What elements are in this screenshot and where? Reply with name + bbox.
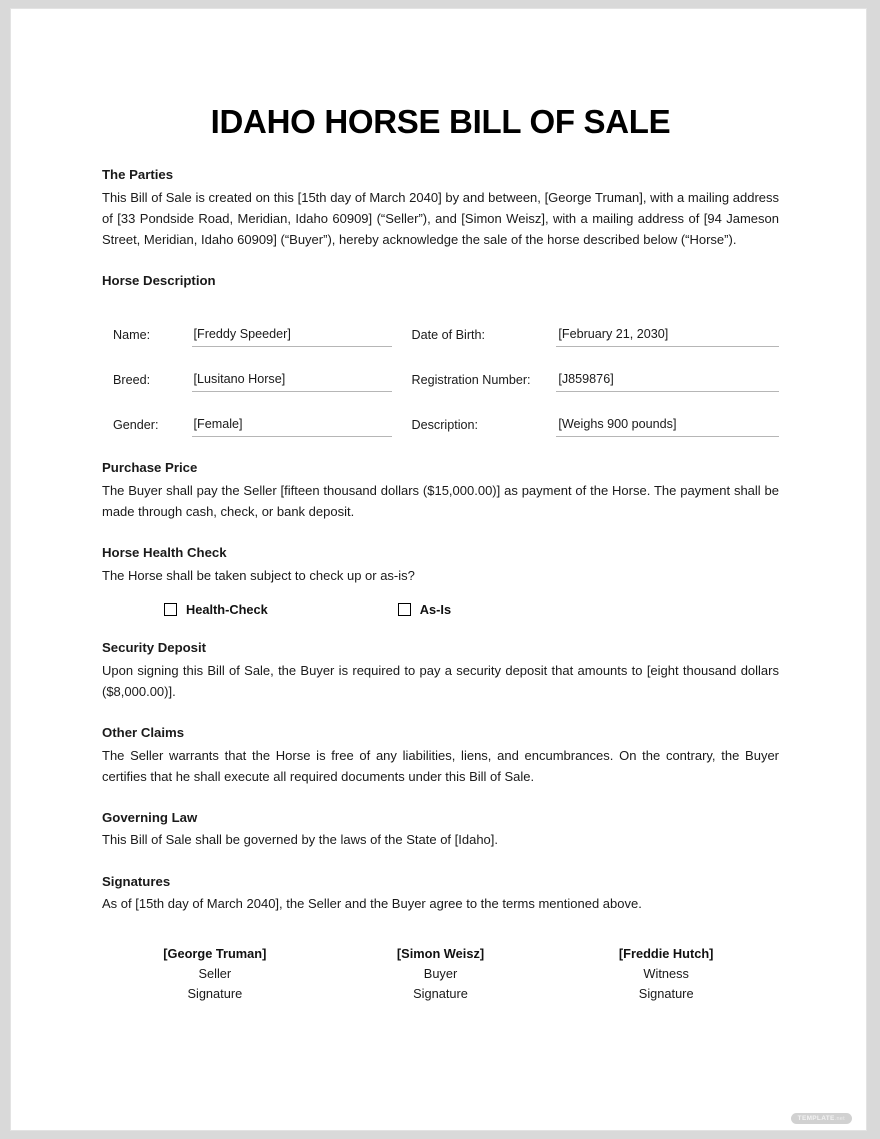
field-label-date-of-birth: Date of Birth: [411, 327, 486, 342]
signature-word-seller: Signature [187, 986, 243, 1002]
signature-name-buyer[interactable]: [Simon Weisz] [396, 946, 485, 962]
section-heading-horse-health-check: Horse Health Check [102, 544, 227, 560]
signature-role-witness: Witness [643, 966, 689, 982]
section-heading-governing-law: Governing Law [102, 809, 198, 825]
document-page [11, 9, 866, 1130]
table-row [102, 302, 779, 347]
page-title: IDAHO HORSE BILL OF SALE [210, 103, 671, 140]
signature-role-seller: Seller [198, 966, 232, 982]
paragraph-other-claims: The Seller warrants that the Horse is free of any liabilities, liens, and encumbrances. On the contrary, the Buyer certifies that he shall execute all required documents under this Bill of Sale. [102, 747, 779, 784]
section-governing-law [102, 809, 779, 851]
section-heading-the-parties: The Parties [102, 167, 174, 183]
document-content [102, 104, 779, 1001]
section-the-parties [102, 166, 779, 250]
checkbox-label-health-check: Health-Check [186, 601, 268, 617]
signature-name-witness[interactable]: [Freddie Hutch] [618, 946, 714, 962]
signature-name-seller[interactable]: [George Truman] [163, 946, 267, 962]
section-security-deposit [102, 639, 779, 702]
field-label-breed: Breed: [113, 372, 151, 387]
paragraph-governing-law: This Bill of Sale shall be governed by the laws of the State of [Idaho]. [102, 832, 499, 848]
field-value-registration-number[interactable]: [J859876] [556, 347, 779, 392]
health-check-options [102, 602, 779, 617]
checkbox-option-as-is[interactable] [398, 602, 451, 617]
table-row [102, 392, 779, 437]
paragraph-horse-health-check: The Horse shall be taken subject to check up or as-is? [102, 567, 415, 583]
checkbox-label-as-is: As-Is [419, 601, 452, 617]
field-label-description: Description: [411, 417, 479, 432]
paragraph-purchase-price: The Buyer shall pay the Seller [fifteen thousand dollars ($15,000.00)] as payment of the Horse. The payment shall be made through cash, check, or bank deposit. [102, 482, 779, 519]
paragraph-signatures: As of [15th day of March 2040], the Seller and the Buyer agree to the terms mentioned above. [102, 896, 642, 912]
field-value-gender[interactable]: [Female] [192, 392, 392, 437]
template-watermark [791, 1113, 852, 1124]
field-label-gender: Gender: [113, 417, 159, 432]
signature-column-seller [102, 946, 328, 1001]
watermark-suffix: .net [834, 1116, 845, 1122]
checkbox-option-health-check[interactable] [164, 602, 268, 617]
section-horse-description [102, 272, 779, 437]
signature-column-witness [553, 946, 779, 1001]
paragraph-security-deposit: Upon signing this Bill of Sale, the Buyer is required to pay a security deposit that amounts to [eight thousand dollars ($8,000.00)]. [102, 662, 779, 699]
section-purchase-price [102, 459, 779, 522]
checkbox-icon[interactable] [398, 603, 411, 616]
signature-role-buyer: Buyer [423, 966, 458, 982]
field-value-description[interactable]: [Weighs 900 pounds] [556, 392, 779, 437]
table-spacer [392, 392, 401, 437]
signature-word-buyer: Signature [413, 986, 468, 1002]
field-value-breed[interactable]: [Lusitano Horse] [192, 347, 392, 392]
section-signatures [102, 873, 779, 1002]
section-heading-horse-description: Horse Description [102, 273, 216, 289]
field-label-name: Name: [113, 327, 151, 342]
section-horse-health-check [102, 544, 779, 617]
table-spacer [392, 302, 401, 347]
field-label-registration-number: Registration Number: [411, 372, 531, 387]
checkbox-icon[interactable] [164, 603, 177, 616]
horse-description-table [102, 302, 779, 437]
signature-block [102, 946, 779, 1001]
field-value-name[interactable]: [Freddy Speeder] [192, 302, 392, 347]
table-row [102, 347, 779, 392]
paragraph-the-parties: This Bill of Sale is created on this [15th day of March 2040] by and between, [George Truman], with a mailing address of [33 Pondside Road, Meridian, Idaho 60909] (“Seller”), and [Simon Weisz], with a mailing address of [94 Jameson Street, Meridian, Idaho 60909] (“Buyer”), hereby acknowledge the sale of the horse described below (“Horse”). [102, 190, 779, 248]
watermark-text: TEMPLATE [797, 1115, 835, 1122]
table-spacer [392, 347, 401, 392]
signature-word-witness: Signature [638, 986, 694, 1002]
section-other-claims [102, 724, 779, 787]
section-heading-other-claims: Other Claims [102, 724, 185, 740]
signature-column-buyer [328, 946, 554, 1001]
field-value-date-of-birth[interactable]: [February 21, 2030] [556, 302, 779, 347]
section-heading-purchase-price: Purchase Price [102, 460, 198, 476]
section-heading-signatures: Signatures [102, 873, 171, 889]
section-heading-security-deposit: Security Deposit [102, 639, 207, 655]
